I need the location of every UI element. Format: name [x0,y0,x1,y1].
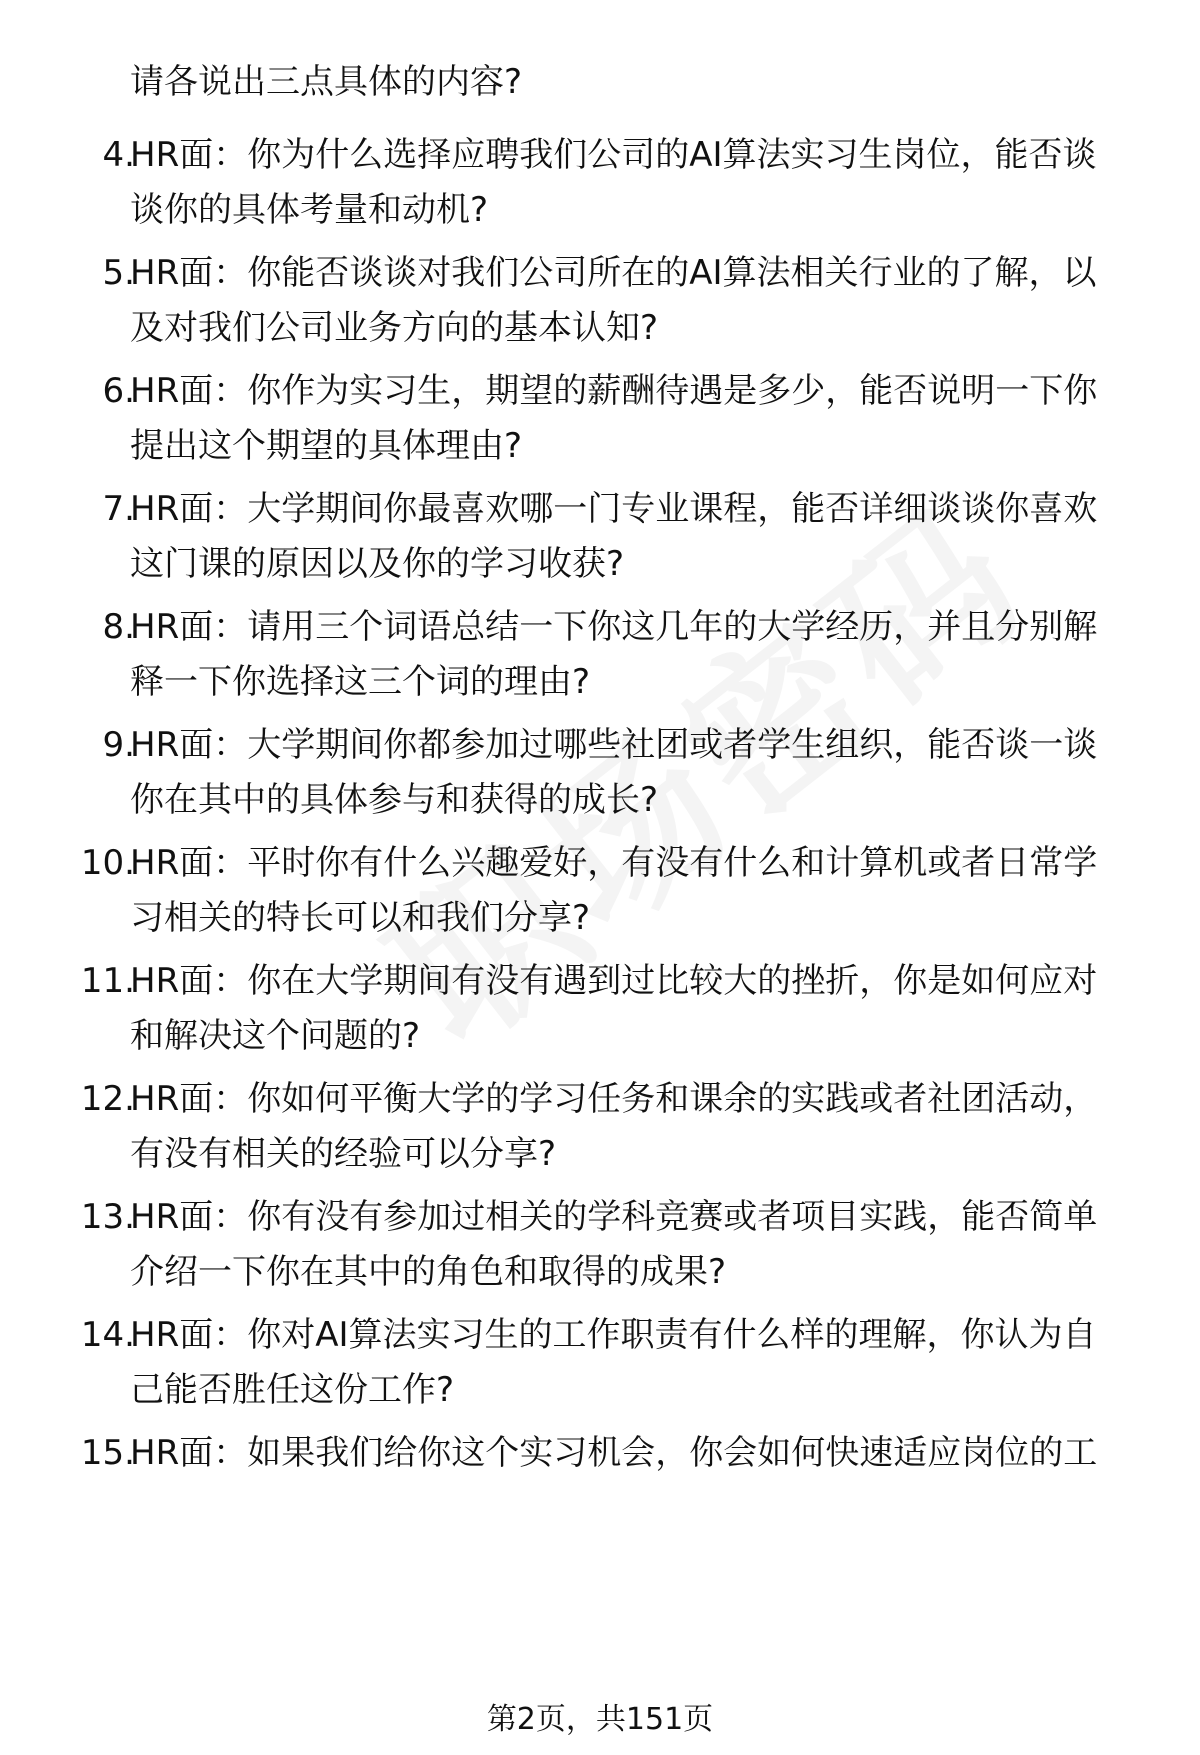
item-text-line: 谈你的具体考量和动机? [130,190,489,230]
item-number: 9. [102,725,135,765]
item-text-line: HR面：你有没有参加过相关的学科竞赛或者项目实践，能否简单 [130,1197,1098,1237]
item-number: 11. [80,961,135,1001]
item-number: 7. [102,489,135,529]
item-number: 13. [80,1197,135,1237]
item-text-line: HR面：你在大学期间有没有遇到过比较大的挫折，你是如何应对 [130,961,1098,1001]
item-number: 14. [80,1315,135,1355]
item-number: 6. [102,371,135,411]
page-number-footer: 第2页，共151页 [486,1702,714,1737]
item-text-line: HR面：平时你有什么兴趣爱好，有没有什么和计算机或者日常学 [130,843,1098,883]
item-number: 5. [102,253,135,293]
item-text-line: HR面：大学期间你最喜欢哪一门专业课程，能否详细谈谈你喜欢 [130,489,1098,529]
item-text-line: 介绍一下你在其中的角色和取得的成果? [130,1252,727,1292]
item-number: 12. [80,1079,135,1119]
item-text-line: HR面：你为什么选择应聘我们公司的AI算法实习生岗位，能否谈 [130,135,1097,175]
item-text-line: 释一下你选择这三个词的理由? [130,662,591,702]
item-number: 15. [80,1433,135,1473]
item-text-line: HR面：你作为实习生，期望的薪酬待遇是多少，能否说明一下你 [130,371,1098,411]
item-text-line: 这门课的原因以及你的学习收获? [130,544,625,584]
item-text-line: HR面：如果我们给你这个实习机会，你会如何快速适应岗位的工 [130,1433,1098,1473]
item-text-line: 习相关的特长可以和我们分享? [130,898,591,938]
item-text-line: HR面：你能否谈谈对我们公司所在的AI算法相关行业的了解，以 [130,253,1097,293]
item-text-line: 及对我们公司业务方向的基本认知? [130,308,659,348]
item-number: 4. [102,135,135,175]
item-text-line: 有没有相关的经验可以分享? [130,1134,557,1174]
item-number: 10. [80,843,135,883]
item-text-line: HR面：请用三个词语总结一下你这几年的大学经历，并且分别解 [130,607,1098,647]
item-text-line: HR面：你如何平衡大学的学习任务和课余的实践或者社团活动， [130,1079,1098,1119]
item-text-line: 你在其中的具体参与和获得的成长? [130,780,659,820]
item-text-line: 和解决这个问题的? [130,1016,421,1056]
item-text-line: HR面：大学期间你都参加过哪些社团或者学生组织，能否谈一谈 [130,725,1098,765]
item-text-line: 提出这个期望的具体理由? [130,426,523,466]
item-text-line: HR面：你对AI算法实习生的工作职责有什么样的理解，你认为自 [130,1315,1097,1355]
item-number: 8. [102,607,135,647]
continuation-line: 请各说出三点具体的内容? [130,62,523,102]
item-text-line: 己能否胜任这份工作? [130,1370,455,1410]
